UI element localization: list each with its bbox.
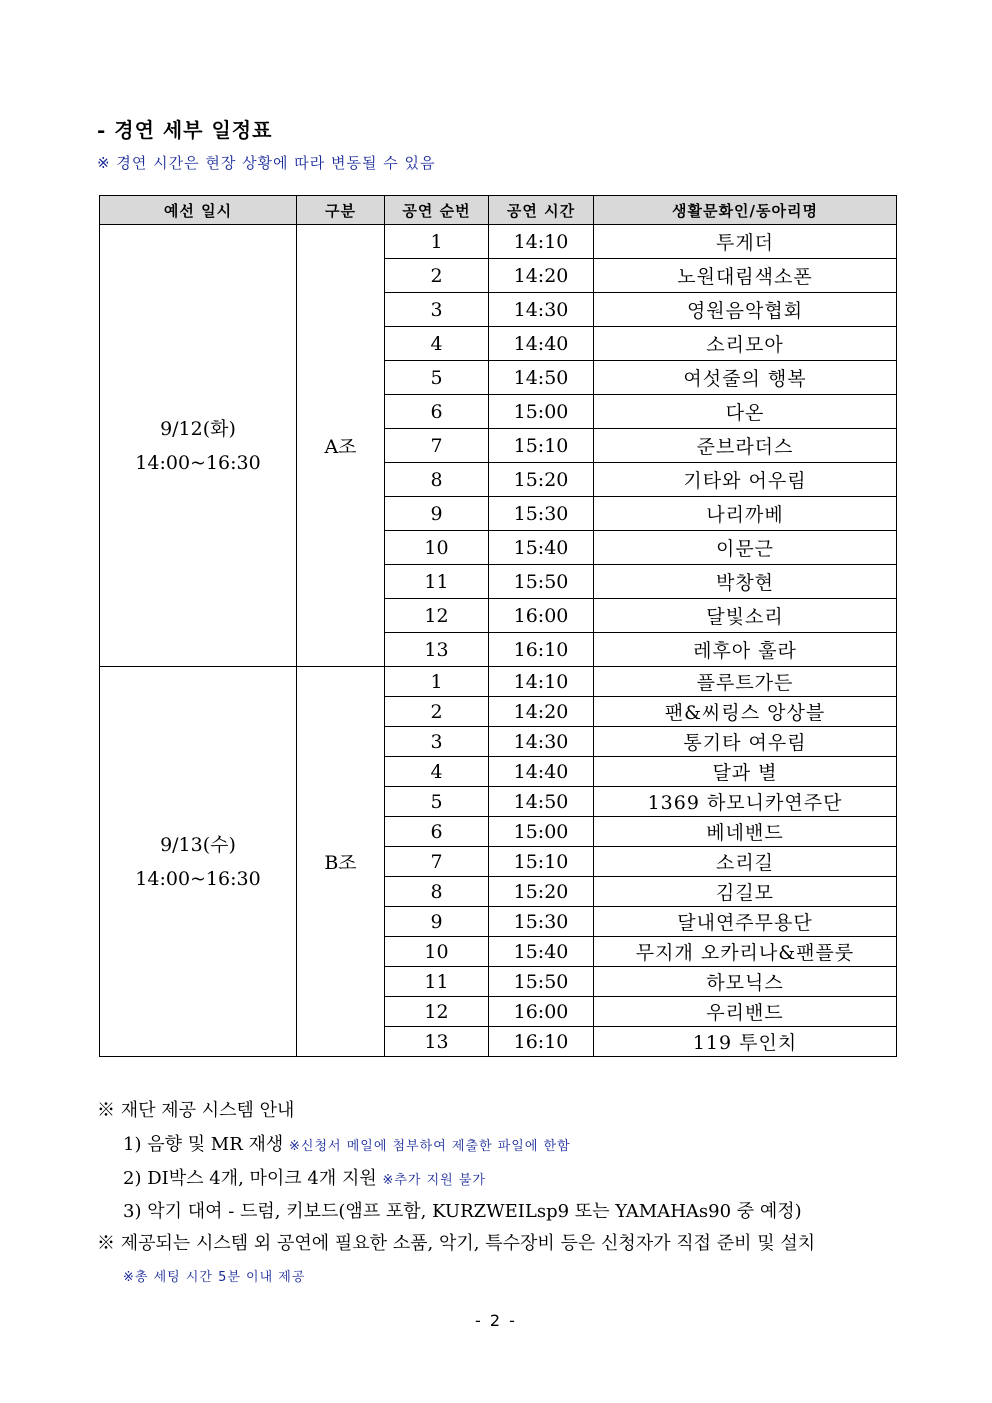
time-cell: 15:10 <box>489 847 594 877</box>
order-cell: 2 <box>385 259 489 293</box>
time-cell: 15:40 <box>489 531 594 565</box>
team-name-cell: 여섯줄의 행복 <box>594 361 897 395</box>
order-cell: 8 <box>385 877 489 907</box>
team-name-cell: 박창현 <box>594 565 897 599</box>
order-cell: 1 <box>385 667 489 697</box>
order-cell: 12 <box>385 599 489 633</box>
order-cell: 5 <box>385 361 489 395</box>
prelim-date: 9/12(화) <box>160 417 236 440</box>
header-team-name: 생활문화인/동아리명 <box>594 196 897 225</box>
order-cell: 5 <box>385 787 489 817</box>
note-item-2 <box>123 1164 486 1190</box>
time-cell: 14:50 <box>489 787 594 817</box>
order-cell: 6 <box>385 817 489 847</box>
order-cell: 3 <box>385 293 489 327</box>
team-name-cell: 기타와 어우림 <box>594 463 897 497</box>
order-cell: 9 <box>385 907 489 937</box>
team-name-cell: 레후아 훌라 <box>594 633 897 667</box>
page-number: - 2 - <box>475 1311 517 1330</box>
time-cell: 15:40 <box>489 937 594 967</box>
prelim-date: 9/13(수) <box>160 833 236 856</box>
prelim-time-range: 14:00~16:30 <box>135 867 261 890</box>
time-cell: 16:00 <box>489 599 594 633</box>
note-item-1-text: 1) 음향 및 MR 재생 <box>123 1134 284 1155</box>
time-cell: 14:40 <box>489 757 594 787</box>
team-name-cell: 119 투인치 <box>594 1027 897 1057</box>
team-name-cell: 팬&씨링스 앙상블 <box>594 697 897 727</box>
time-cell: 15:50 <box>489 565 594 599</box>
time-cell: 15:20 <box>489 463 594 497</box>
time-cell: 15:10 <box>489 429 594 463</box>
section-title: - 경연 세부 일정표 <box>97 118 273 142</box>
table-row <box>100 667 897 697</box>
time-cell: 16:00 <box>489 997 594 1027</box>
team-name-cell: 소리길 <box>594 847 897 877</box>
time-cell: 14:30 <box>489 727 594 757</box>
order-cell: 8 <box>385 463 489 497</box>
note-item-3: 3) 악기 대여 - 드럼, 키보드(앰프 포함, KURZWEILsp9 또는 YAMAHAs90 중 예정) <box>123 1201 802 1222</box>
group-b-rows <box>100 667 897 1057</box>
time-cell: 14:20 <box>489 259 594 293</box>
note-item-1-sub: ※신청서 메일에 첨부하여 제출한 파일에 한함 <box>289 1139 571 1154</box>
group-cell: B조 <box>297 667 385 1057</box>
time-cell: 14:10 <box>489 225 594 259</box>
note-provided-sub: ※총 세팅 시간 5분 이내 제공 <box>123 1270 306 1285</box>
team-name-cell: 이문근 <box>594 531 897 565</box>
order-cell: 11 <box>385 565 489 599</box>
time-cell: 14:20 <box>489 697 594 727</box>
order-cell: 10 <box>385 531 489 565</box>
prelim-date-cell <box>100 225 297 667</box>
team-name-cell: 플루트가든 <box>594 667 897 697</box>
team-name-cell: 통기타 여우림 <box>594 727 897 757</box>
note-item-1 <box>123 1130 571 1156</box>
order-cell: 10 <box>385 937 489 967</box>
time-cell: 16:10 <box>489 1027 594 1057</box>
team-name-cell: 무지개 오카리나&팬플룻 <box>594 937 897 967</box>
time-cell: 15:20 <box>489 877 594 907</box>
team-name-cell: 1369 하모니카연주단 <box>594 787 897 817</box>
order-cell: 1 <box>385 225 489 259</box>
header-date: 예선 일시 <box>100 196 297 225</box>
time-cell: 15:00 <box>489 395 594 429</box>
time-cell: 16:10 <box>489 633 594 667</box>
team-name-cell: 노원대림색소폰 <box>594 259 897 293</box>
team-name-cell: 나리까베 <box>594 497 897 531</box>
team-name-cell: 하모닉스 <box>594 967 897 997</box>
time-cell: 14:10 <box>489 667 594 697</box>
time-cell: 15:30 <box>489 497 594 531</box>
time-cell: 15:50 <box>489 967 594 997</box>
header-group: 구분 <box>297 196 385 225</box>
team-name-cell: 영원음악협회 <box>594 293 897 327</box>
notes-heading: ※ 재단 제공 시스템 안내 <box>97 1100 295 1121</box>
time-cell: 14:30 <box>489 293 594 327</box>
table-row <box>100 225 897 259</box>
team-name-cell: 투게더 <box>594 225 897 259</box>
order-cell: 9 <box>385 497 489 531</box>
note-item-2-sub: ※추가 지원 불가 <box>382 1173 486 1188</box>
order-cell: 7 <box>385 429 489 463</box>
team-name-cell: 달빛소리 <box>594 599 897 633</box>
header-order: 공연 순번 <box>385 196 489 225</box>
team-name-cell: 달내연주무용단 <box>594 907 897 937</box>
prelim-date-cell <box>100 667 297 1057</box>
order-cell: 4 <box>385 327 489 361</box>
note-provided: ※ 제공되는 시스템 외 공연에 필요한 소품, 악기, 특수장비 등은 신청자가 직접 준비 및 설치 <box>97 1233 816 1254</box>
group-cell: A조 <box>297 225 385 667</box>
team-name-cell: 우리밴드 <box>594 997 897 1027</box>
time-cell: 14:40 <box>489 327 594 361</box>
team-name-cell: 준브라더스 <box>594 429 897 463</box>
time-cell: 15:00 <box>489 817 594 847</box>
order-cell: 3 <box>385 727 489 757</box>
group-a-rows <box>100 225 897 667</box>
note-item-2-text: 2) DI박스 4개, 마이크 4개 지원 <box>123 1168 377 1189</box>
order-cell: 2 <box>385 697 489 727</box>
time-cell: 15:30 <box>489 907 594 937</box>
order-cell: 12 <box>385 997 489 1027</box>
header-time: 공연 시간 <box>489 196 594 225</box>
table-header-row <box>100 196 897 225</box>
order-cell: 6 <box>385 395 489 429</box>
order-cell: 4 <box>385 757 489 787</box>
time-cell: 14:50 <box>489 361 594 395</box>
order-cell: 7 <box>385 847 489 877</box>
team-name-cell: 달과 별 <box>594 757 897 787</box>
team-name-cell: 다온 <box>594 395 897 429</box>
order-cell: 13 <box>385 633 489 667</box>
schedule-table <box>99 195 897 1057</box>
prelim-time-range: 14:00~16:30 <box>135 451 261 474</box>
order-cell: 11 <box>385 967 489 997</box>
order-cell: 13 <box>385 1027 489 1057</box>
schedule-change-note: ※ 경연 시간은 현장 상황에 따라 변동될 수 있음 <box>97 154 436 172</box>
team-name-cell: 소리모아 <box>594 327 897 361</box>
team-name-cell: 베네밴드 <box>594 817 897 847</box>
team-name-cell: 김길모 <box>594 877 897 907</box>
